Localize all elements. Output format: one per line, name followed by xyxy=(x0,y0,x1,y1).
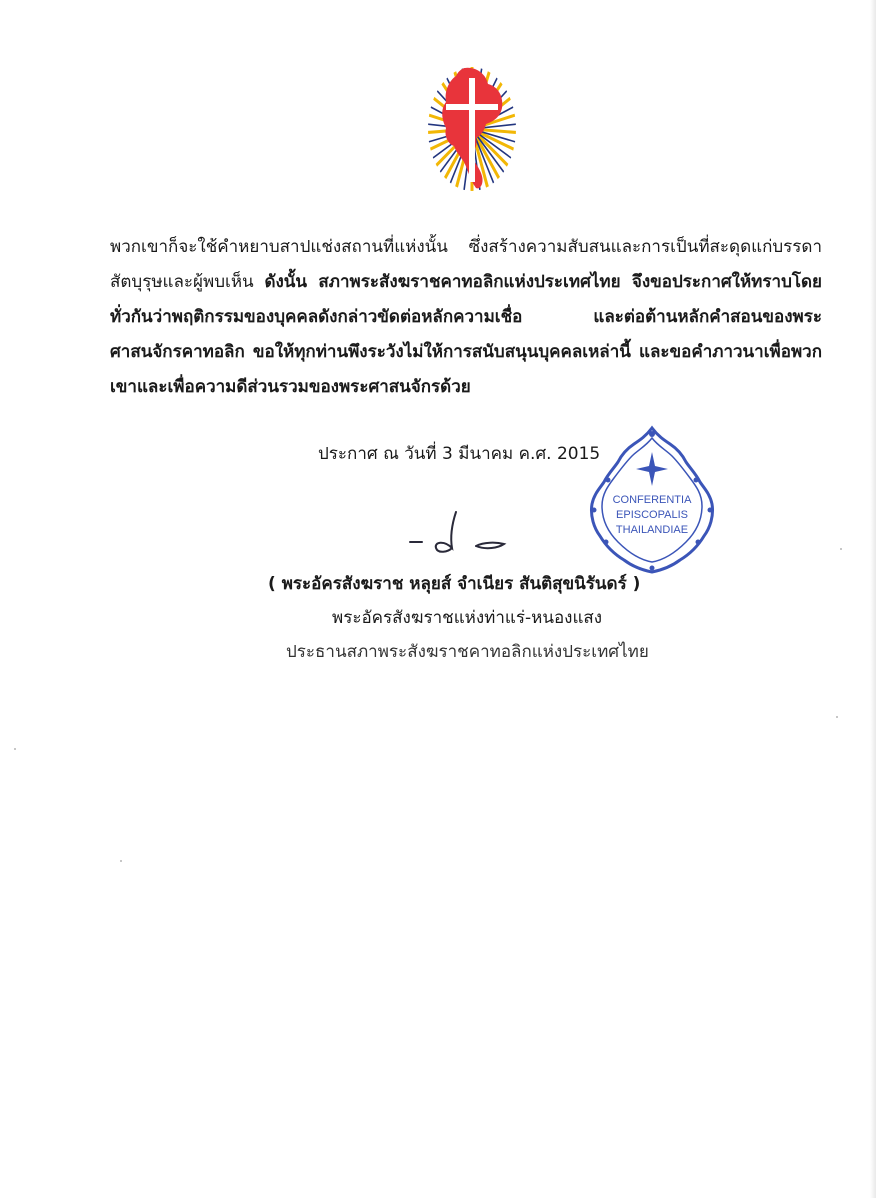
seal-text-line-1: CONFERENTIA xyxy=(612,494,692,506)
handwritten-signature-icon xyxy=(404,506,514,566)
signer-title-archbishop: พระอัครสังฆราชแห่งท่าแร่-หนองแสง xyxy=(332,608,603,628)
announcement-date: ประกาศ ณ วันที่ 3 มีนาคม ค.ศ. 2015 xyxy=(318,444,601,464)
announcement-body xyxy=(110,230,822,405)
signer-name: ( พระอัครสังฆราช หลุยส์ จำเนียร สันติสุขนิรันดร์ ) xyxy=(268,574,641,594)
bishops-conference-seal-icon xyxy=(586,424,718,574)
page-edge xyxy=(870,0,876,1198)
body-text-declaration: ดังนั้น สภาพระสังฆราชคาทอลิกแห่งประเทศไทย จึงขอประกาศให้ทราบโดยทั่วกันว่าพฤติกรรมของบุคคลดังกล่าวขัดต่อหลักความเชื่อ และต่อต้านหลักคำสอนของพระศาสนจักรคาทอลิก ขอให้ทุกท่านพึงระวังไม่ให้การสนับสนุนบุคคลเหล่านี้ และขอคำภาวนาเพื่อพวกเขาและเพื่อความดีส่วนรวมของพระศาสนจักรด้วย xyxy=(110,272,822,397)
seal-text-line-2: EPISCOPALIS xyxy=(616,509,688,521)
scan-speck xyxy=(14,748,16,750)
scan-speck xyxy=(836,716,838,718)
signer-title-president: ประธานสภาพระสังฆราชคาทอลิกแห่งประเทศไทย xyxy=(286,642,649,662)
body-text-intro: พวกเขาก็จะใช้คำหยาบสาปแช่งสถานที่แห่งนั้น ซึ่งสร้างความสับสนและการเป็นที่สะดุดแก่บรรดาสัตบุรุษและผู้พบเห็น xyxy=(110,237,822,292)
catholic-cross-map-logo-icon xyxy=(424,64,520,194)
seal-text-line-3: THAILANDIAE xyxy=(615,524,689,536)
scan-speck xyxy=(840,548,842,550)
scan-speck xyxy=(120,860,122,862)
